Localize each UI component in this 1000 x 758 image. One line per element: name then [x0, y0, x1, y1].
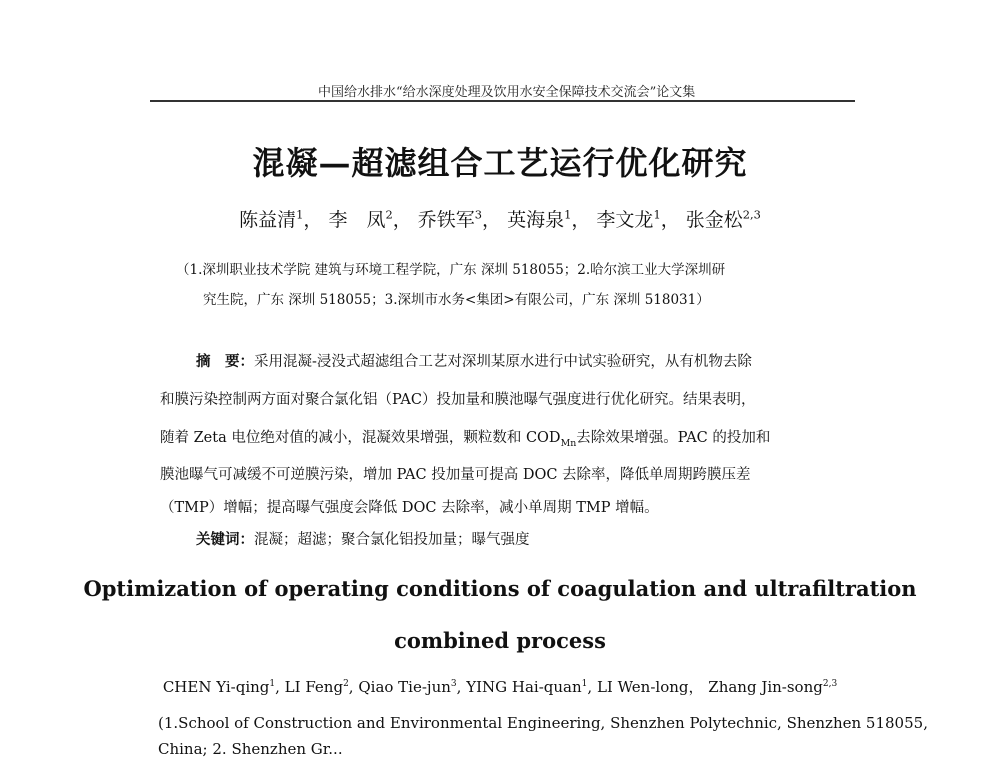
abstract-line-4: 膜池曝气可减缓不可逆膜污染，增加 PAC 投加量可提高 DOC 去除率，降低单周期跨膜压差	[160, 467, 751, 483]
proceedings-header: 中国给水排水“给水深度处理及饮用水安全保障技术交流会”论文集	[318, 85, 696, 100]
english-title-line-2: combined process	[394, 628, 606, 653]
keywords-line: 关键词：混凝；超滤；聚合氯化铝投加量；曝气强度	[196, 531, 530, 548]
en-author: CHEN Yi-qing$^1$,	[162, 678, 285, 696]
abstract-line-2: 和膜污染控制两方面对聚合氯化铝（PAC）投加量和膜池曝气强度进行优化研究。结果表明，	[160, 392, 756, 408]
en-author: Zhang Jin-song$^{2,3}$	[708, 678, 838, 696]
keywords-label: 关键词：	[196, 531, 254, 548]
abstract-line-3: 随着 Zeta 电位绝对值的减小，混凝效果增强，颗粒数和 $COD_{Mn}$去除效果增强。PAC 的投加和	[160, 430, 771, 449]
abstract-line-5: （TMP）增幅；提高曝气强度会降低 DOC 去除率，减小单周期 TMP 增幅。	[160, 500, 659, 516]
chinese-title: 混凝—超滤组合工艺运行优化研究	[252, 144, 748, 182]
cn-affiliation-line-1: （1.深圳职业技术学院 建筑与环境工程学院，广东 深圳 518055；2.哈尔滨工业大学深圳研	[176, 262, 726, 278]
en-author: YING Hai-quan$^1$,	[466, 678, 597, 696]
abstract-label: 摘 要：	[196, 353, 254, 370]
en-author: Qiao Tie-jun$^3$,	[358, 678, 467, 696]
header-rule	[150, 100, 855, 102]
cn-author: 张金松$^{2,3}$	[685, 207, 761, 231]
cn-author: 李文龙$^1$，	[596, 207, 680, 231]
chinese-authors	[0, 205, 1000, 232]
abstract-line-1: 摘 要：采用混凝-浸没式超滤组合工艺对深圳某原水进行中试实验研究，从有机物去除	[196, 353, 752, 370]
cn-author: 英海泉$^1$，	[507, 207, 591, 231]
cn-affiliation-line-2: 究生院，广东 深圳 518055；3.深圳市水务<集团>有限公司，广东 深圳 518031）	[203, 292, 710, 308]
en-author: LI Feng$^2$,	[284, 678, 359, 696]
cn-author: 乔铁军$^3$，	[417, 207, 502, 231]
cn-author: 陈益清$^1$，	[239, 207, 323, 231]
english-title-line-1: Optimization of operating conditions of coagulation and ultrafiltration	[83, 576, 917, 601]
english-affiliation-cutoff: China; 2. Shenzhen Gr...	[158, 740, 343, 758]
cn-author: 李 凤$^2$，	[328, 207, 412, 231]
en-author: LI Wen-long，	[596, 678, 709, 696]
english-authors	[0, 676, 1000, 697]
english-affiliation: (1.School of Construction and Environmental Engineering, Shenzhen Polytechnic, Shenzhen 518055,	[158, 714, 928, 732]
